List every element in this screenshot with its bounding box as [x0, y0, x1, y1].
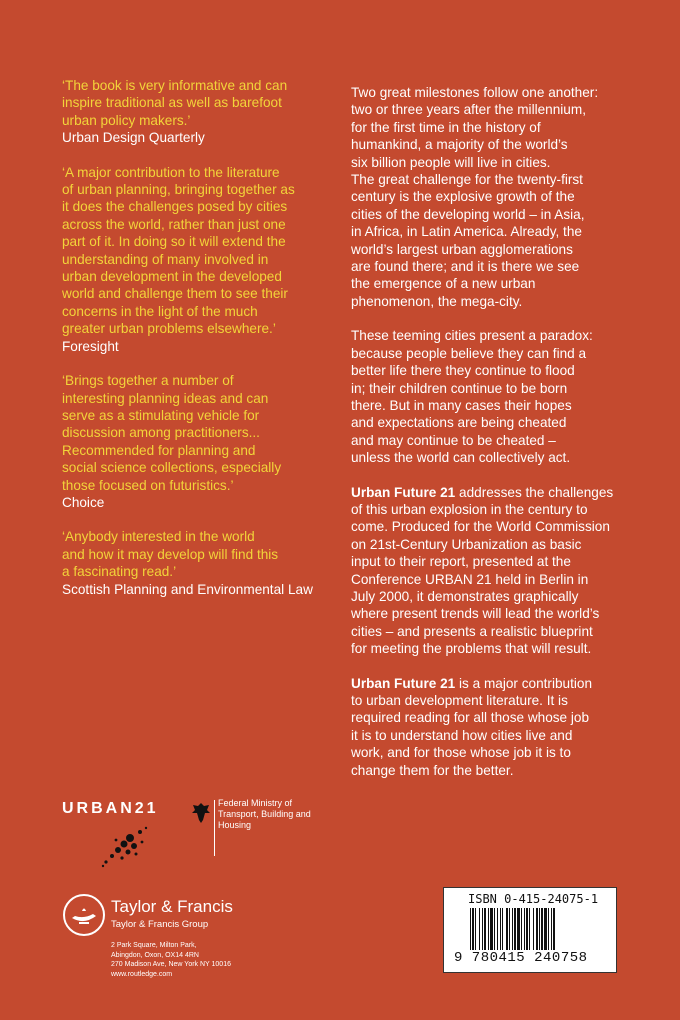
- quote-text: ‘Brings together a number of interesting planning ideas and can serve as a stimulating vehicle for discussion among practitioners... Recommended for planning and social science collections, especially those focused on futuristics.’: [62, 373, 282, 493]
- barcode-bar: [514, 908, 516, 950]
- review-quotes: [62, 77, 337, 615]
- barcode-bar: [533, 908, 534, 950]
- quote-1: [62, 77, 337, 147]
- ean-number: 9 780415 240758: [454, 950, 588, 966]
- barcode-bar: [490, 908, 493, 950]
- blurb-paragraph-2: These teeming cities present a paradox: because people believe they can find a better life there they continue to flood in; their children continue to be born there. But in many cases their hopes and expectations are being cheated and may continue to be cheated – unless the world can collectively act.: [351, 328, 593, 466]
- barcode-bar: [497, 908, 498, 950]
- barcode-bar: [494, 908, 495, 950]
- lamp-logo-icon: [62, 893, 106, 937]
- barcode-bar: [509, 908, 510, 950]
- urban21-logo: [62, 800, 159, 818]
- quote-2: [62, 164, 337, 355]
- barcode-bar: [470, 908, 471, 950]
- barcode-bar: [500, 908, 501, 950]
- barcode-bar: [502, 908, 503, 950]
- blurb-paragraph-3: [351, 484, 633, 658]
- barcode-bar: [544, 908, 547, 950]
- blurb-text: is a major contribution to urban development literature. It is required reading for all those whose job it is to understand how cities live and work, and for those whose job it is to change them for the better.: [351, 675, 593, 778]
- blurb-paragraph-4: [351, 675, 633, 779]
- urban21-wordmark: URBAN21: [62, 800, 159, 817]
- barcode-bar: [484, 908, 486, 950]
- barcode-bar: [488, 908, 489, 950]
- blurb-paragraph-1: Two great milestones follow one another: two or three years after the millennium, for the first time in the history of humankind, a majority of the world’s six billion people will live in cities. The great challenge for the twenty-first century is the explosive growth of the cities of the developing world – in Asia, in Africa, in Latin America. Already, the world’s largest urban agglomerations are found there; and it is there we see the emergence of a new urban phenomenon, the mega-city.: [351, 85, 599, 309]
- barcode-bar: [512, 908, 513, 950]
- barcode-bar: [472, 908, 474, 950]
- book-title: Urban Future 21: [351, 675, 456, 691]
- book-title: Urban Future 21: [351, 484, 456, 500]
- quote-text: ‘A major contribution to the literature of urban planning, bringing together as it does the challenges posed by cities across the world, rather than just one part of it. In doing so it will extend the understanding of many involved in urban development in the developed world and challenge them to see their concerns in the light of the much greater urban problems elsewhere.’: [62, 164, 295, 337]
- barcode-bar: [524, 908, 525, 950]
- barcode-bar: [529, 908, 530, 950]
- ministry-name: Federal Ministry of Transport, Building and Housing: [218, 798, 311, 830]
- barcode-bar: [506, 908, 508, 950]
- quote-4: [62, 528, 337, 598]
- barcode-bar: [482, 908, 483, 950]
- quote-source: Foresight: [62, 338, 119, 354]
- barcode: [443, 887, 617, 973]
- blurb: [351, 84, 633, 796]
- barcode-bar: [479, 908, 480, 950]
- barcode-bar: [475, 908, 476, 950]
- isbn-label: ISBN 0-415-24075-1: [468, 892, 599, 906]
- publisher-name: Taylor & Francis: [111, 897, 233, 916]
- barcode-bar: [551, 908, 552, 950]
- barcode-bars: [470, 908, 594, 950]
- quote-source: Scottish Planning and Environmental Law: [62, 581, 313, 597]
- quote-source: Choice: [62, 494, 105, 510]
- quote-3: [62, 372, 337, 511]
- publisher-group: Taylor & Francis Group: [111, 919, 209, 930]
- barcode-bar: [517, 908, 520, 950]
- publisher-address: 2 Park Square, Milton Park, Abingdon, Oxon, OX14 4RN 270 Madison Ave, New York NY 10016 www.routledge.com: [111, 942, 231, 978]
- barcode-bar: [548, 908, 549, 950]
- blurb-text: addresses the challenges of this urban explosion in the century to come. Produced for the World Commission on 21st-Century Urbanization as basic input to their report, presented at the Conference URBAN 21 held in Berlin in July 2000, it demonstrates graphically where present trends will lead the world’s cities – and presents a realistic blueprint for meeting the problems that will result.: [351, 484, 614, 657]
- quote-text: ‘The book is very informative and can inspire traditional as well as barefoot urban policy makers.’: [62, 78, 288, 128]
- barcode-bar: [521, 908, 522, 950]
- barcode-bar: [536, 908, 538, 950]
- barcode-bar: [553, 908, 555, 950]
- quote-source: Urban Design Quarterly: [62, 130, 205, 146]
- barcode-bar: [541, 908, 543, 950]
- quote-text: ‘Anybody interested in the world and how it may develop will find this a fascinating read.’: [62, 529, 279, 580]
- divider: [214, 800, 215, 856]
- barcode-bar: [526, 908, 528, 950]
- splatter-icon: [100, 820, 150, 868]
- barcode-bar: [539, 908, 540, 950]
- eagle-icon: [190, 800, 212, 826]
